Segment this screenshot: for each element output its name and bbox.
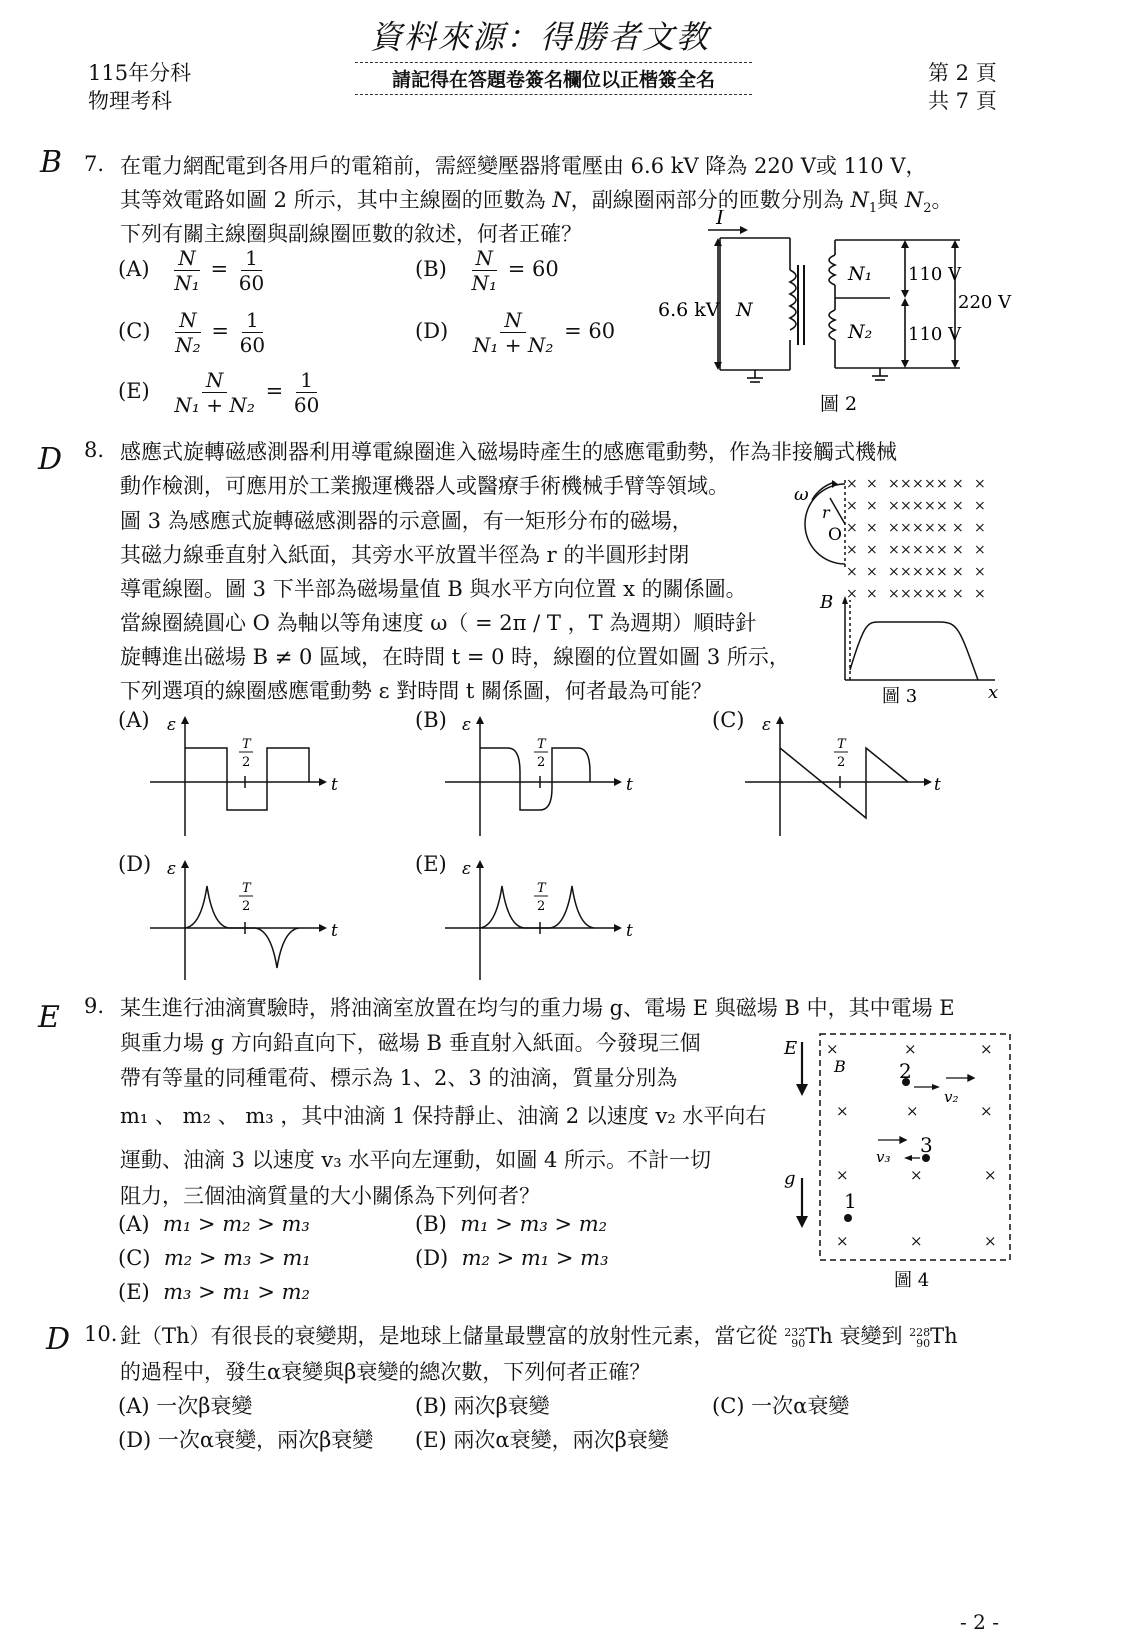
field-cross: × — [900, 476, 912, 492]
q10-line-2: 的過程中，發生α衰變與β衰變的總次數，下列何者正確？ — [120, 1360, 651, 1384]
figure-4-oil-drop-chamber — [780, 1030, 1020, 1300]
fig4-drop-2-label: 2 — [899, 1059, 912, 1083]
q8-line-4: 其磁力線垂直射入紙面，其旁水平放置半徑為 r 的半圓形封閉 — [120, 543, 690, 567]
q10-option-c[interactable]: (C) 一次α衰變 — [712, 1394, 850, 1418]
figure-3-sensor — [790, 470, 1010, 710]
field-cross: × — [924, 564, 936, 580]
fig2-n1-label: N₁ — [848, 263, 873, 285]
field-cross: × — [974, 520, 986, 536]
q10-option-b[interactable]: (B) 兩次β衰變 — [415, 1394, 550, 1418]
svg-text:t: t — [934, 775, 941, 795]
fig4-drop-3-label: 3 — [920, 1133, 933, 1157]
q8-line-3: 圖 3 為感應式旋轉磁感測器的示意圖，有一矩形分布的磁場， — [120, 509, 693, 533]
field-cross: × — [910, 1232, 923, 1250]
q7-option-d[interactable]: (D) $\frac{N}{\text{N₁ + N₂}}$ = 60 — [415, 308, 616, 357]
fig4-E: E — [784, 1038, 798, 1059]
exam-year: 115年分科 — [88, 61, 192, 85]
fig3-caption: 圖 3 — [882, 686, 918, 707]
q8-graph-a[interactable] — [145, 712, 345, 842]
svg-text:2: 2 — [537, 755, 546, 770]
field-cross: × — [900, 542, 912, 558]
field-cross: × — [846, 586, 858, 602]
field-cross: × — [846, 564, 858, 580]
field-cross: × — [906, 1102, 919, 1120]
page-label: 第 2 頁 — [928, 61, 997, 85]
svg-text:ε: ε — [462, 859, 472, 879]
page-number: - 2 - — [960, 1610, 999, 1634]
q8-line-7: 旋轉進出磁場 B ≠ 0 區域，在時間 t = 0 時，線圈的位置如圖 3 所示， — [120, 645, 790, 669]
q9-line-2: 與重力場 g 方向鉛直向下，磁場 B 垂直射入紙面。今發現三個 — [120, 1031, 701, 1055]
source-stamp: 資料來源：得勝者文教 — [370, 18, 711, 56]
field-cross: × — [936, 520, 948, 536]
q10-option-d[interactable]: (D) 一次α衰變，兩次β衰變 — [118, 1428, 374, 1452]
svg-text:2: 2 — [242, 755, 251, 770]
field-cross: × — [866, 542, 878, 558]
field-cross: × — [912, 586, 924, 602]
fig3-O: O — [828, 525, 842, 545]
fig3-r: r — [822, 503, 830, 522]
field-cross: × — [974, 564, 986, 580]
field-cross: × — [984, 1232, 997, 1250]
q8-line-1: 感應式旋轉磁感測器利用導電線圈進入磁場時產生的感應電動勢，作為非接觸式機械 — [120, 440, 897, 464]
q7-line-3: 下列有關主線圈與副線圈匝數的敘述，何者正確？ — [120, 222, 582, 246]
q9-line-6: 阻力，三個油滴質量的大小關係為下列何者？ — [120, 1184, 540, 1208]
field-cross: × — [900, 564, 912, 580]
fig2-v1-label: 110 V — [908, 264, 962, 285]
field-cross: × — [974, 476, 986, 492]
field-cross: × — [866, 520, 878, 536]
svg-text:T: T — [537, 737, 546, 752]
q7-option-b[interactable]: (B) $\frac{N}{\text{N₁}}$ = 60 — [415, 246, 559, 295]
field-cross: × — [846, 542, 858, 558]
field-cross: × — [924, 586, 936, 602]
q7-line-1: 在電力網配電到各用戶的電箱前，需經變壓器將電壓由 6.6 kV 降為 220 V或 110 V， — [120, 154, 927, 178]
fig2-current-label: I — [716, 210, 724, 229]
field-cross: × — [888, 564, 900, 580]
field-cross: × — [866, 498, 878, 514]
q9-option-c[interactable]: (C) m₂ > m₃ > m₁ — [118, 1246, 311, 1270]
fig2-v2-label: 110 V — [908, 324, 962, 345]
q8-answer-mark: D — [38, 442, 63, 477]
field-cross: × — [952, 564, 964, 580]
q7-option-a[interactable]: (A) $\frac{N}{\text{N₁}}$ = $\frac{1}{60}$ — [118, 246, 265, 295]
field-cross: × — [888, 586, 900, 602]
fig3-omega: ω — [794, 484, 809, 505]
q7-line-2: 其等效電路如圖 2 所示，其中主線圈的匝數為 N，副線圈兩部分的匝數分別為 $N_1$與 $N_2$。 — [120, 188, 953, 217]
fig4-caption: 圖 4 — [894, 1270, 930, 1291]
svg-text:2: 2 — [537, 899, 546, 914]
field-cross: × — [888, 476, 900, 492]
field-cross: × — [866, 564, 878, 580]
field-cross: × — [952, 476, 964, 492]
svg-text:t: t — [331, 921, 338, 941]
q10-option-e[interactable]: (E) 兩次α衰變，兩次β衰變 — [415, 1428, 669, 1452]
field-cross: × — [826, 1040, 839, 1058]
svg-text:t: t — [626, 775, 633, 795]
field-cross: × — [836, 1166, 849, 1184]
field-cross: × — [936, 498, 948, 514]
q8-line-6: 當線圈繞圓心 O 為軸以等角速度 ω（ = 2π / T ，T 為週期）順時針 — [120, 611, 757, 635]
q8-line-2: 動作檢測，可應用於工業搬運機器人或醫療手術機械手臂等領域。 — [120, 474, 729, 498]
fig4-B: B — [834, 1057, 846, 1076]
q10-number: 10. — [84, 1322, 118, 1346]
q8-option-b-label[interactable]: (B) — [415, 708, 447, 732]
q8-graph-d[interactable] — [145, 856, 345, 986]
field-cross: × — [952, 498, 964, 514]
svg-text:T: T — [242, 737, 251, 752]
fig2-n2-label: N₂ — [848, 321, 873, 343]
q8-option-a-label[interactable]: (A) — [118, 708, 150, 732]
fig3-x: x — [988, 682, 999, 703]
q7-option-e[interactable]: (E) $\frac{N}{\text{N₁ + N₂}}$ = $\frac{1}{60}$ — [118, 368, 320, 417]
field-cross: × — [900, 520, 912, 536]
field-cross: × — [974, 586, 986, 602]
field-cross: × — [888, 498, 900, 514]
svg-text:ε: ε — [167, 859, 177, 879]
q10-line-1: 釷（Th）有很長的衰變期，是地球上儲量最豐富的放射性元素，當它從 232 90 Th 衰變到 228 90 Th — [120, 1324, 958, 1350]
q8-graph-b[interactable] — [440, 712, 640, 842]
subject: 物理考科 — [88, 89, 172, 113]
svg-text:ε: ε — [462, 715, 472, 735]
field-cross: × — [836, 1232, 849, 1250]
field-cross: × — [846, 520, 858, 536]
notice-text: 請記得在答題卷簽名欄位以正楷簽全名 — [391, 69, 715, 91]
q9-answer-mark: E — [38, 1000, 60, 1035]
q8-graph-c[interactable] — [740, 712, 950, 842]
field-cross: × — [980, 1040, 993, 1058]
q8-line-5: 導電線圈。圖 3 下半部為磁場量值 B 與水平方向位置 x 的關係圖。 — [120, 577, 747, 601]
field-cross: × — [936, 476, 948, 492]
svg-text:t: t — [331, 775, 338, 795]
field-cross: × — [900, 586, 912, 602]
field-cross: × — [980, 1102, 993, 1120]
field-cross: × — [924, 498, 936, 514]
fig2-caption: 圖 2 — [820, 393, 858, 415]
q8-option-e-label[interactable]: (E) — [415, 852, 447, 876]
field-cross: × — [952, 520, 964, 536]
fig2-primary-turns: N — [736, 299, 753, 321]
field-cross: × — [866, 476, 878, 492]
q10-option-a[interactable]: (A) 一次β衰變 — [118, 1394, 253, 1418]
field-cross: × — [936, 542, 948, 558]
q9-number: 9. — [84, 994, 105, 1018]
q7-option-c[interactable]: (C) $\frac{N}{\text{N₂}}$ = $\frac{1}{60}$ — [118, 308, 266, 357]
fig4-g: g — [784, 1168, 796, 1189]
fig2-primary-voltage: 6.6 kV — [658, 299, 720, 321]
fig4-drop-1-label: 1 — [844, 1189, 857, 1213]
fig4-v3: v₃ — [876, 1148, 891, 1166]
fig4-v2: v₂ — [944, 1088, 959, 1106]
field-cross: × — [912, 564, 924, 580]
q10-answer-mark: D — [46, 1322, 71, 1357]
field-cross: × — [836, 1102, 849, 1120]
svg-text:T: T — [537, 881, 546, 896]
q9-option-b[interactable]: (B) m₁ > m₃ > m₂ — [415, 1212, 608, 1236]
field-cross: × — [912, 520, 924, 536]
fig2-vtot-label: 220 V — [958, 292, 1012, 313]
q8-option-c-label[interactable]: (C) — [712, 708, 745, 732]
svg-text:2: 2 — [837, 755, 846, 770]
q9-option-d[interactable]: (D) m₂ > m₁ > m₃ — [415, 1246, 609, 1270]
field-cross: × — [866, 586, 878, 602]
svg-text:t: t — [626, 921, 633, 941]
field-cross: × — [912, 476, 924, 492]
q9-line-5: 運動、油滴 3 以速度 v₃ 水平向左運動，如圖 4 所示。不計一切 — [120, 1148, 712, 1172]
svg-text:T: T — [242, 881, 251, 896]
field-cross: × — [904, 1040, 917, 1058]
field-cross: × — [924, 520, 936, 536]
field-cross: × — [912, 542, 924, 558]
field-cross: × — [936, 564, 948, 580]
field-cross: × — [900, 498, 912, 514]
q9-option-a[interactable]: (A) m₁ > m₂ > m₃ — [118, 1212, 310, 1236]
q9-line-3: 帶有等量的同種電荷、標示為 1、2、3 的油滴，質量分別為 — [120, 1066, 678, 1090]
q9-line-1: 某生進行油滴實驗時，將油滴室放置在均勻的重力場 g、電場 E 與磁場 B 中，其中電場 E — [120, 996, 955, 1020]
q8-number: 8. — [84, 438, 105, 462]
field-cross: × — [952, 542, 964, 558]
field-cross: × — [984, 1166, 997, 1184]
svg-text:ε: ε — [167, 715, 177, 735]
q7-answer-mark: B — [40, 145, 63, 180]
field-cross: × — [952, 586, 964, 602]
notice-banner — [355, 62, 752, 95]
field-cross: × — [924, 476, 936, 492]
figure-2-transformer — [650, 210, 1020, 420]
field-cross: × — [846, 498, 858, 514]
q7-number: 7. — [84, 152, 105, 176]
field-cross: × — [936, 586, 948, 602]
field-cross: × — [974, 542, 986, 558]
q9-line-4: m₁ 、 m₂ 、 m₃ ，其中油滴 1 保持靜止、油滴 2 以速度 v₂ 水平向右 — [120, 1104, 767, 1128]
svg-text:T: T — [837, 737, 846, 752]
q8-graph-e[interactable] — [440, 856, 640, 986]
field-cross: × — [910, 1166, 923, 1184]
field-cross: × — [888, 520, 900, 536]
fig3-B: B — [820, 592, 834, 613]
q8-line-8: 下列選項的線圈感應電動勢 ε 對時間 t 關係圖，何者最為可能？ — [120, 679, 713, 703]
field-cross: × — [924, 542, 936, 558]
field-cross: × — [846, 476, 858, 492]
field-cross: × — [912, 498, 924, 514]
field-cross: × — [974, 498, 986, 514]
total-label: 共 7 頁 — [928, 89, 997, 113]
field-cross: × — [888, 542, 900, 558]
svg-text:2: 2 — [242, 899, 251, 914]
q8-option-d-label[interactable]: (D) — [118, 852, 152, 876]
svg-text:ε: ε — [762, 715, 772, 735]
q9-option-e[interactable]: (E) m₃ > m₁ > m₂ — [118, 1280, 310, 1304]
